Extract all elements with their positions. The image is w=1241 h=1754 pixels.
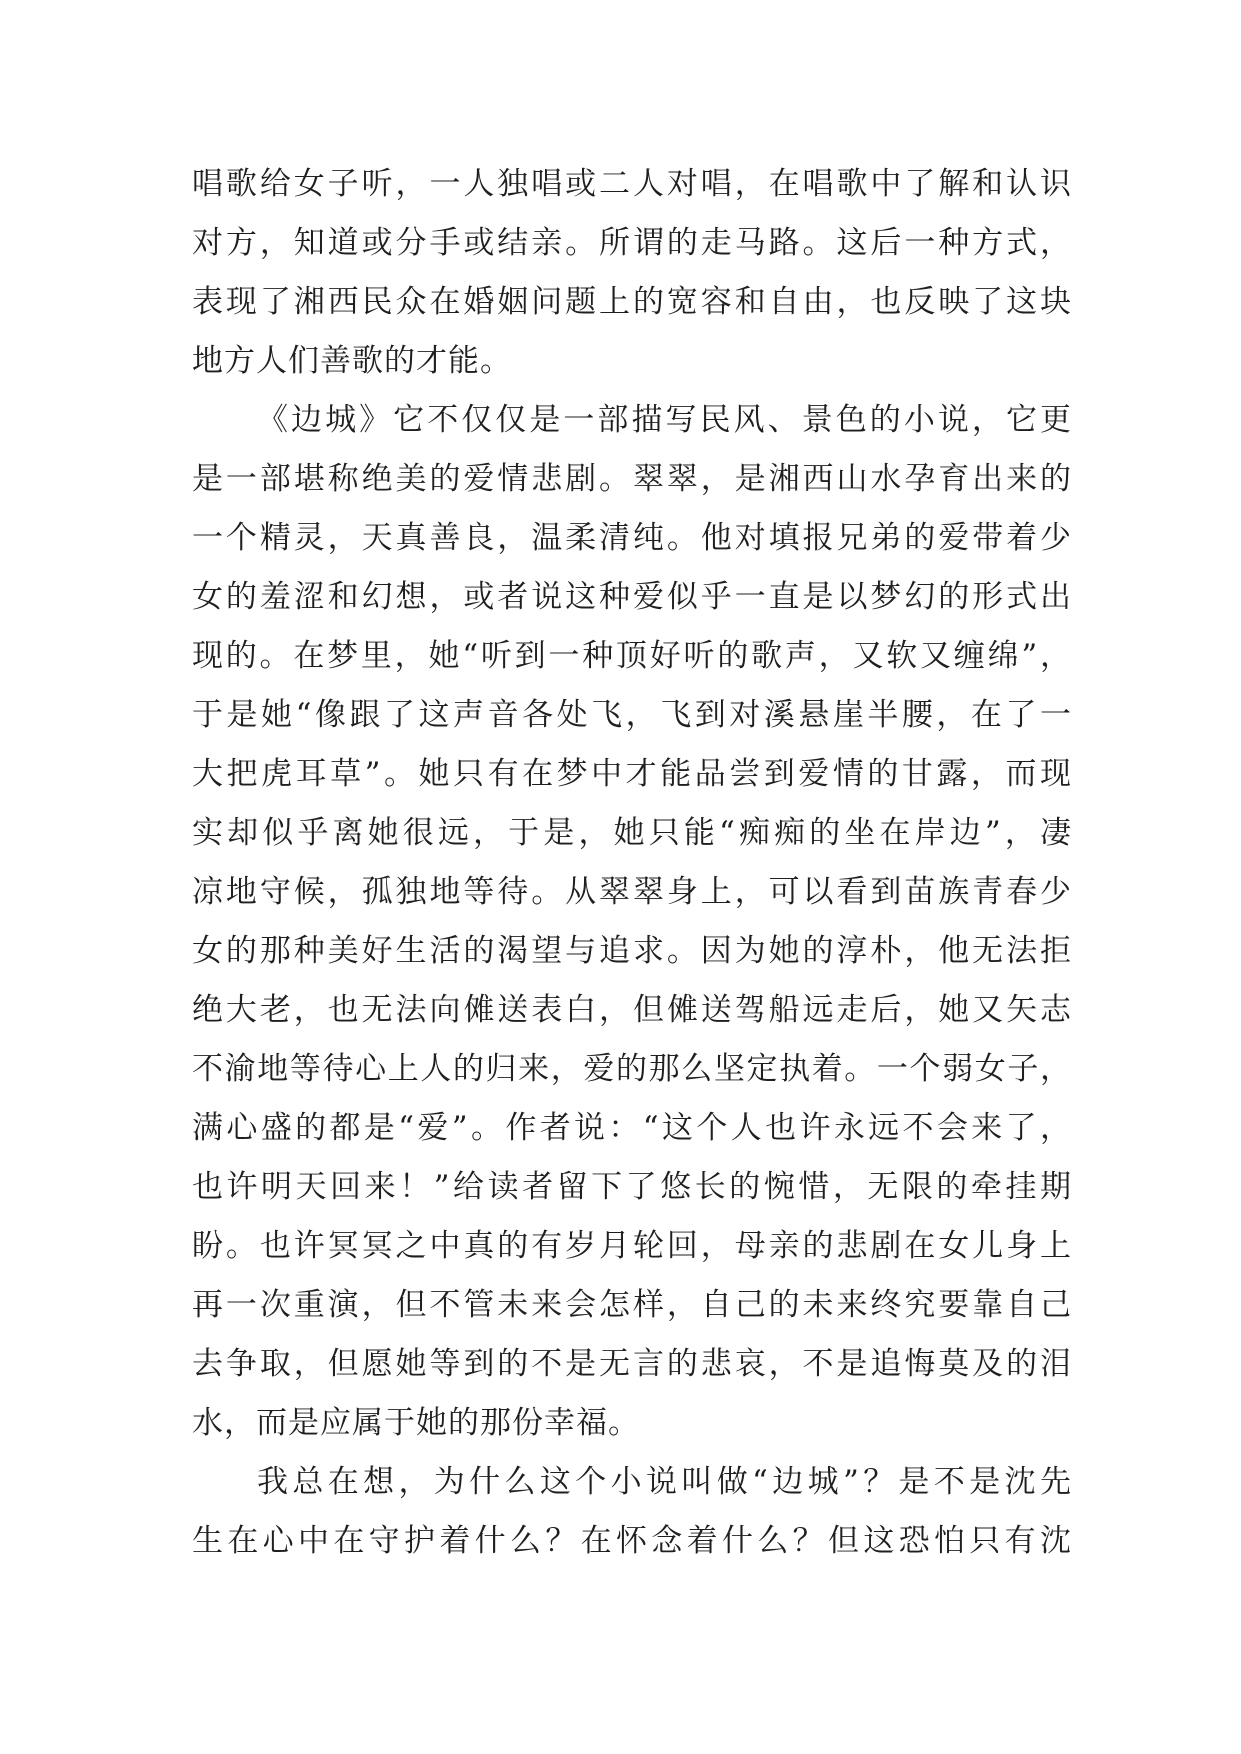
text-line: 于是她“像跟了这声音各处飞，飞到对溪悬崖半腰，在了一 bbox=[192, 697, 1072, 733]
text-line: 现的。在梦里，她“听到一种顶好听的歌声，又软又缠绵”， bbox=[192, 638, 1072, 674]
text-line: 生在心中在守护着什么？在怀念着什么？但这恐怕只有沈 bbox=[192, 1523, 1072, 1559]
text-line: 女的羞涩和幻想，或者说这种爱似乎一直是以梦幻的形式出 bbox=[192, 579, 1072, 615]
text-line: 去争取，但愿她等到的不是无言的悲哀，不是追悔莫及的泪 bbox=[192, 1346, 1072, 1382]
text-line: 大把虎耳草”。她只有在梦中才能品尝到爱情的甘露，而现 bbox=[192, 756, 1072, 792]
text-line: 我总在想，为什么这个小说叫做“边城”？是不是沈先 bbox=[257, 1464, 1072, 1500]
text-line: 唱歌给女子听，一人独唱或二人对唱，在唱歌中了解和认识 bbox=[192, 166, 1072, 202]
text-line: 实却似乎离她很远，于是，她只能“痴痴的坐在岸边”，凄 bbox=[192, 815, 1072, 851]
text-line: 地方人们善歌的才能。 bbox=[192, 343, 512, 379]
text-line: 女的那种美好生活的渴望与追求。因为她的淳朴，他无法拒 bbox=[192, 933, 1072, 969]
text-line: 水，而是应属于她的那份幸福。 bbox=[192, 1405, 640, 1441]
text-line: 不渝地等待心上人的归来，爱的那么坚定执着。一个弱女子， bbox=[192, 1051, 1072, 1087]
text-line: 一个精灵，天真善良，温柔清纯。他对填报兄弟的爱带着少 bbox=[192, 520, 1072, 556]
body-text bbox=[192, 155, 1072, 1571]
text-line: 再一次重演，但不管未来会怎样，自己的未来终究要靠自己 bbox=[192, 1287, 1072, 1323]
text-line: 盼。也许冥冥之中真的有岁月轮回，母亲的悲剧在女儿身上 bbox=[192, 1228, 1072, 1264]
text-line: 绝大老，也无法向傩送表白，但傩送驾船远走后，她又矢志 bbox=[192, 992, 1072, 1028]
text-line: 满心盛的都是“爱”。作者说：“这个人也许永远不会来了， bbox=[192, 1110, 1072, 1146]
text-line: 对方，知道或分手或结亲。所谓的走马路。这后一种方式， bbox=[192, 225, 1072, 261]
text-line: 《边城》它不仅仅是一部描写民风、景色的小说，它更 bbox=[257, 402, 1072, 438]
text-line: 凉地守候，孤独地等待。从翠翠身上，可以看到苗族青春少 bbox=[192, 874, 1072, 910]
text-line: 是一部堪称绝美的爱情悲剧。翠翠，是湘西山水孕育出来的 bbox=[192, 461, 1072, 497]
text-line: 表现了湘西民众在婚姻问题上的宽容和自由，也反映了这块 bbox=[192, 284, 1072, 320]
text-line: 也许明天回来！”给读者留下了悠长的惋惜，无限的牵挂期 bbox=[192, 1169, 1072, 1205]
